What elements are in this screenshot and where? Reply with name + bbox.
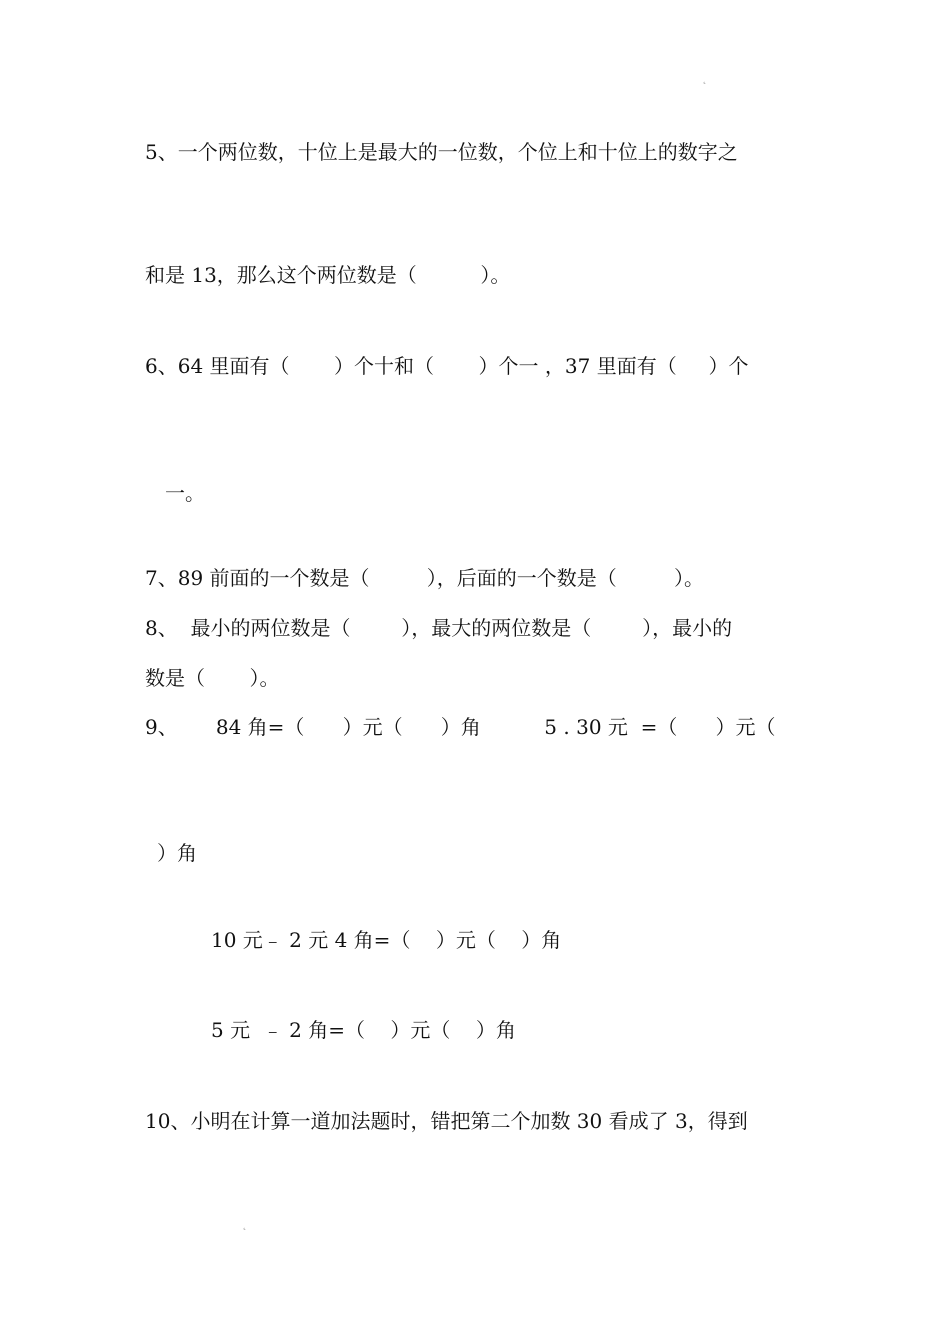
question-5-line-1: 5、一个两位数，十位上是最大的一位数，个位上和十位上的数字之 [145,140,738,164]
question-10-line-1: 10、小明在计算一道加法题时，错把第二个加数 30 看成了 3，得到 [145,1109,748,1133]
question-8-line-2: 数是（ ）。 [145,666,280,690]
question-9-line-2: ）角 [157,841,197,865]
question-9-line-1: 9、 84 角=（ ）元（ ）角 5 . 30 元 =（ ）元（ [145,715,776,739]
top-dot-mark: ˛ [703,74,707,85]
question-8-line-1: 8、 最小的两位数是（ ），最大的两位数是（ ），最小的 [145,616,733,640]
question-9-line-4: 5 元 ﹣ 2 角=（ ）元（ ）角 [211,1018,516,1042]
question-6-line-1: 6、64 里面有（ ）个十和（ ）个一 ，37 里面有（ ）个 [145,354,749,378]
question-7: 7、89 前面的一个数是（ ），后面的一个数是（ ）。 [145,566,704,590]
question-6-line-2: 一。 [165,481,205,505]
question-5-line-2: 和是 13，那么这个两位数是（ ）。 [145,263,511,287]
bottom-dot-mark: ˛ [243,1220,247,1231]
question-9-line-3: 10 元﹣ 2 元 4 角=（ ）元（ ）角 [211,928,562,952]
